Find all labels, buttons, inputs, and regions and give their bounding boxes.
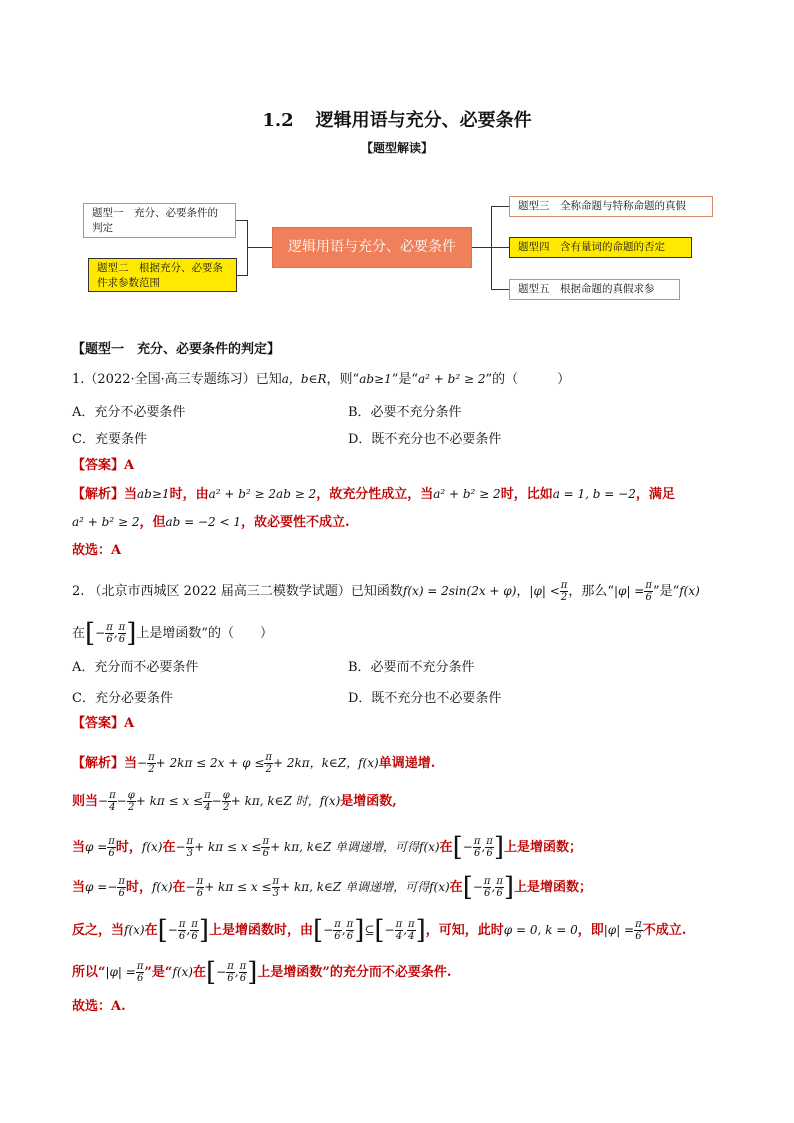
numerator: π [108, 836, 115, 847]
denominator: 6 [635, 931, 642, 942]
stem-text: ，则“ [326, 372, 360, 387]
math: |φ| < [529, 584, 560, 598]
option-c: C．充分必要条件 [72, 691, 173, 706]
denominator: 6 [118, 634, 126, 645]
analysis-text: 时，比如 [500, 487, 553, 502]
fraction [333, 919, 342, 942]
option-b: B．必要不充分条件 [348, 405, 462, 420]
analysis-text: 反之，当 [72, 923, 125, 938]
option-c: C．充要条件 [72, 432, 147, 447]
analysis-text: 上是增函数时，由 [208, 923, 313, 938]
denominator: 4 [408, 931, 415, 942]
question-number: 1. [72, 372, 85, 387]
fraction [108, 790, 117, 813]
denominator: 6 [227, 973, 234, 984]
mindmap-node-type3: 题型三 全称命题与特称命题的真假 [509, 196, 713, 217]
fraction [264, 752, 273, 775]
answer-label: 【答案】 [72, 716, 125, 731]
denominator: 2 [265, 764, 272, 775]
math: a² + b² ≥ 2ab ≥ 2 [208, 487, 317, 501]
mindmap-node-type1: 题型一 充分、必要条件的判定 [83, 203, 236, 238]
math-cond1: ab≥1 [359, 372, 392, 386]
fraction [239, 961, 248, 984]
math: + kπ, k∈Z 单调递增，可得 [270, 840, 420, 854]
choose-answer: A [111, 543, 122, 558]
math: f(x) [429, 880, 450, 894]
math: a² + b² ≥ 2 [72, 515, 140, 529]
fraction [117, 876, 126, 899]
mindmap-node-type5: 题型五 根据命题的真假求参 [509, 279, 680, 300]
numerator: π [118, 876, 125, 887]
title-text: 逻辑用语与充分、必要条件 [315, 110, 532, 131]
analysis-text: 所以“ [72, 965, 106, 980]
math: + kπ, k∈Z 单调递增，可得 [280, 880, 430, 894]
analysis-line-1: 【解析】当− $\frac{\pi}{2}$ + 2kπ ≤ 2x + φ ≤ $\frac{\pi}{2}$ + 2kπ，k∈Z，f(x)单调递增. [72, 752, 436, 775]
analysis-text: 在 [439, 840, 453, 855]
math: a² + b² ≥ 2 [433, 487, 501, 501]
fraction [203, 790, 212, 813]
denominator: 2 [560, 592, 568, 603]
analysis-text: 当 [124, 756, 138, 771]
denominator: 4 [204, 802, 211, 813]
math: + kπ, k∈Z 时， [230, 794, 320, 808]
analysis-text: ，满足 [635, 487, 675, 502]
fraction [272, 876, 281, 899]
question-1-stem [72, 369, 570, 390]
fraction [644, 580, 653, 603]
numerator: π [265, 752, 272, 763]
denominator: 6 [108, 848, 115, 859]
math: + kπ ≤ x ≤ [194, 840, 262, 854]
math: f(x) [124, 923, 145, 937]
math: a = 1, b = −2 [552, 487, 636, 501]
fraction [190, 919, 199, 942]
analysis-text: 时，由 [169, 487, 209, 502]
numerator: π [204, 790, 211, 801]
math: φ = [85, 880, 108, 894]
denominator: 6 [346, 931, 354, 942]
numerator: π [196, 876, 204, 887]
denominator: 6 [118, 888, 125, 899]
answer-line [72, 714, 134, 734]
math: ab = −2 < 1 [165, 515, 242, 529]
analysis-text: 在 [449, 880, 463, 895]
question-number: 2. [72, 584, 85, 599]
question-2-stem-line2: 在[− $\frac{\pi}{6}$ , $\frac{\pi}{6}$ ]上是增函数”的（ ） [72, 618, 274, 649]
numerator: π [106, 622, 113, 633]
stem-text: ， [516, 584, 530, 599]
numerator: π [486, 836, 493, 847]
choose-label: 故选： [72, 543, 112, 558]
denominator: 2 [148, 764, 155, 775]
analysis-text: 则当 [72, 794, 99, 809]
fraction [485, 836, 494, 859]
math-cond2: a² + b² ≥ 2 [418, 372, 486, 386]
mindmap-node-type2: 题型二 根据充分、必要条件求参数范围 [88, 258, 237, 292]
stem-text: 上是增函数”的（ ） [136, 626, 274, 641]
analysis-text: ”是“ [144, 965, 173, 980]
stem-text: 已知函数 [350, 584, 403, 599]
mindmap-node-type4: 题型四 含有量词的命题的否定 [509, 237, 692, 258]
numerator: π [346, 919, 354, 930]
numerator: π [239, 961, 247, 972]
denominator: 3 [272, 888, 280, 899]
page-title [0, 106, 794, 132]
fraction [118, 622, 127, 645]
analysis-text: 当 [72, 880, 86, 895]
analysis-text: 上是增函数”的充分而不必要条件. [257, 965, 452, 980]
math: f(x) [419, 840, 440, 854]
analysis-line-6: 所以“|φ| = $\frac{\pi}{6}$ ”是“f(x)在[− $\frac{\pi}{6}$ , $\frac{\pi}{6}$ ]上是增函数”的充分而不必要条件. [72, 957, 452, 988]
numerator: π [408, 919, 415, 930]
choose-line: 故选：A. [72, 999, 126, 1014]
math: f(x) [172, 965, 193, 979]
fraction [261, 836, 270, 859]
choose-line [72, 541, 121, 561]
fraction [186, 836, 195, 859]
denominator: 6 [473, 848, 481, 859]
math: |φ| = [105, 965, 136, 979]
math: f(x) [358, 756, 379, 770]
denominator: 6 [106, 634, 113, 645]
math: f(x) [141, 840, 163, 854]
denominator: 6 [484, 888, 491, 899]
question-2-stem-line1 [72, 580, 700, 603]
math-func: f(x) = 2sin(2x + φ) [402, 584, 517, 598]
denominator: 4 [109, 802, 116, 813]
analysis-text: 当 [124, 487, 138, 502]
analysis-text: ，即 [577, 923, 604, 938]
stem-text: 在 [72, 626, 86, 641]
numerator: π [483, 876, 491, 887]
numerator: π [496, 876, 503, 887]
analysis-text: ，但 [139, 515, 166, 530]
analysis-text: 时， [125, 880, 152, 895]
numerator: π [635, 919, 642, 930]
analysis-line-1 [72, 484, 675, 505]
analysis-label: 【解析】 [72, 487, 125, 502]
denominator: 6 [496, 888, 503, 899]
analysis-text: ，故必要性不成立. [241, 515, 350, 530]
connector [491, 289, 509, 290]
denominator: 6 [239, 973, 247, 984]
math: ⊆ [364, 923, 375, 937]
option-a: A．充分不必要条件 [72, 405, 186, 420]
fraction [226, 961, 235, 984]
page-subtitle: 【题型解读】 [360, 141, 433, 155]
stem-text: ”是“ [652, 584, 680, 599]
analysis-text: 在 [192, 965, 206, 980]
analysis-line-5: 反之，当f(x)在[− $\frac{\pi}{6}$ , $\frac{\pi}{6}$ ]上是增函数时，由[− $\frac{\pi}{6}$ , $\frac{\pi}{6}$ ]⊆[− $\frac{\pi}{4}$ , $\frac{\pi}{4}$ ]，可知，此时φ = 0, k = 0，即|φ| = $\frac{\pi}{6}$ 不成立. [72, 915, 687, 946]
section-number: 1.2 [262, 110, 294, 131]
denominator: 6 [334, 931, 341, 942]
mindmap-center-node: 逻辑用语与充分、必要条件 [272, 227, 472, 268]
option-d: D．既不充分也不必要条件 [348, 432, 502, 447]
fraction [107, 836, 116, 859]
numerator: π [118, 622, 126, 633]
analysis-text: ，可知，此时 [425, 923, 504, 938]
stem-text: ”的（ ） [485, 372, 571, 387]
connector [491, 247, 509, 248]
denominator: 6 [136, 973, 144, 984]
analysis-text: 当 [72, 840, 86, 855]
analysis-text: 不成立. [642, 923, 687, 938]
analysis-text: 在 [144, 923, 158, 938]
numerator: π [186, 836, 194, 847]
answer-label: 【答案】 [72, 458, 125, 473]
question-source: （北京市西城区 2022 届高三二模数学试题） [88, 584, 351, 599]
fraction: $\frac{\varphi}{2}$ [127, 790, 135, 813]
answer-value: A [124, 716, 135, 731]
numerator: π [272, 876, 280, 887]
denominator: 2 [128, 802, 135, 813]
stem-text: ，那么“ [568, 584, 614, 599]
numerator: π [191, 919, 198, 930]
fraction [346, 919, 355, 942]
math: + kπ ≤ x ≤ [135, 794, 204, 808]
analysis-text: 上是增函数； [514, 880, 593, 895]
fraction [105, 622, 114, 645]
option-a: A．充分而不必要条件 [72, 660, 199, 675]
numerator: π [560, 580, 568, 591]
connector [491, 206, 509, 207]
connector [247, 247, 272, 248]
section-heading: 【题型一 充分、必要条件的判定】 [72, 342, 281, 357]
stem-text: 已知 [255, 372, 282, 387]
analysis-text: 单调递增. [378, 756, 436, 771]
connector [491, 206, 492, 290]
math: |φ| = [614, 584, 645, 598]
math: + 2kπ，k∈Z， [272, 756, 359, 770]
fraction [407, 919, 416, 942]
answer-value: A [124, 458, 135, 473]
analysis-text: 上是增函数； [503, 840, 582, 855]
numerator: π [473, 836, 481, 847]
fraction: $\frac{\varphi}{2}$ [222, 790, 230, 813]
connector [247, 220, 248, 276]
fraction [395, 919, 404, 942]
numerator: π [109, 790, 116, 801]
analysis-line-3: 当φ = $\frac{\pi}{6}$ 时，f(x)在− $\frac{\pi}{3}$ + kπ ≤ x ≤ $\frac{\pi}{6}$ + kπ, k∈Z 单调递增，可得f(x)在[− $\frac{\pi}{6}$ , $\frac{\pi}{6}$ ]上是增函数； [72, 832, 582, 863]
analysis-text: 是增函数, [340, 794, 397, 809]
fraction [196, 876, 205, 899]
math-vars: a，b∈R [281, 372, 327, 386]
denominator: 4 [395, 931, 403, 942]
denominator: 2 [223, 802, 230, 813]
analysis-line-2 [72, 512, 350, 533]
math: ab≥1 [137, 487, 170, 501]
analysis-line-2: 则当− $\frac{\pi}{4}$ − $\frac{\varphi}{2}$ + kπ ≤ x ≤ $\frac{\pi}{4}$ − $\frac{\varphi}{2}$ + kπ, k∈Z 时，f(x)是增函数, [72, 790, 397, 813]
analysis-text: 在 [162, 840, 176, 855]
math: f(x) [319, 794, 341, 808]
denominator: 6 [178, 931, 186, 942]
denominator: 6 [262, 848, 269, 859]
fraction [147, 752, 156, 775]
numerator: π [645, 580, 652, 591]
numerator: π [227, 961, 234, 972]
numerator: π [148, 752, 155, 763]
denominator: 6 [486, 848, 493, 859]
denominator: 6 [191, 931, 198, 942]
answer-line [72, 456, 134, 476]
numerator: π [178, 919, 186, 930]
math: + 2kπ ≤ 2x + φ ≤ [155, 756, 265, 770]
numerator: π [334, 919, 341, 930]
denominator: 6 [645, 592, 652, 603]
numerator: π [262, 836, 270, 847]
connector [472, 247, 492, 248]
numerator: π [395, 919, 403, 930]
option-b: B．必要而不充分条件 [348, 660, 475, 675]
math: |φ| = [603, 923, 635, 937]
analysis-line-4: 当φ =− $\frac{\pi}{6}$ 时，f(x)在− $\frac{\pi}{6}$ + kπ ≤ x ≤ $\frac{\pi}{3}$ + kπ, k∈Z 单调递增，可得f(x)在[− $\frac{\pi}{6}$ , $\frac{\pi}{6}$ ]上是增函数； [72, 872, 593, 903]
denominator: 6 [196, 888, 204, 899]
analysis-label: 【解析】 [72, 756, 125, 771]
question-source: （2022·全国·高三专题练习） [84, 372, 256, 387]
analysis-text: 在 [172, 880, 186, 895]
denominator: 3 [186, 848, 194, 859]
math: f(x) [151, 880, 173, 894]
fraction [634, 919, 643, 942]
analysis-text: ，故充分性成立，当 [316, 487, 434, 502]
option-d: D．既不充分也不必要条件 [348, 691, 502, 706]
math: φ = [85, 840, 108, 854]
math: φ = 0, k = 0 [503, 923, 578, 937]
stem-text: ”是“ [391, 372, 419, 387]
analysis-text: 时， [115, 840, 142, 855]
math: + kπ ≤ x ≤ [204, 880, 272, 894]
numerator: π [136, 961, 144, 972]
fraction [495, 876, 504, 899]
math: f(x) [679, 584, 700, 598]
